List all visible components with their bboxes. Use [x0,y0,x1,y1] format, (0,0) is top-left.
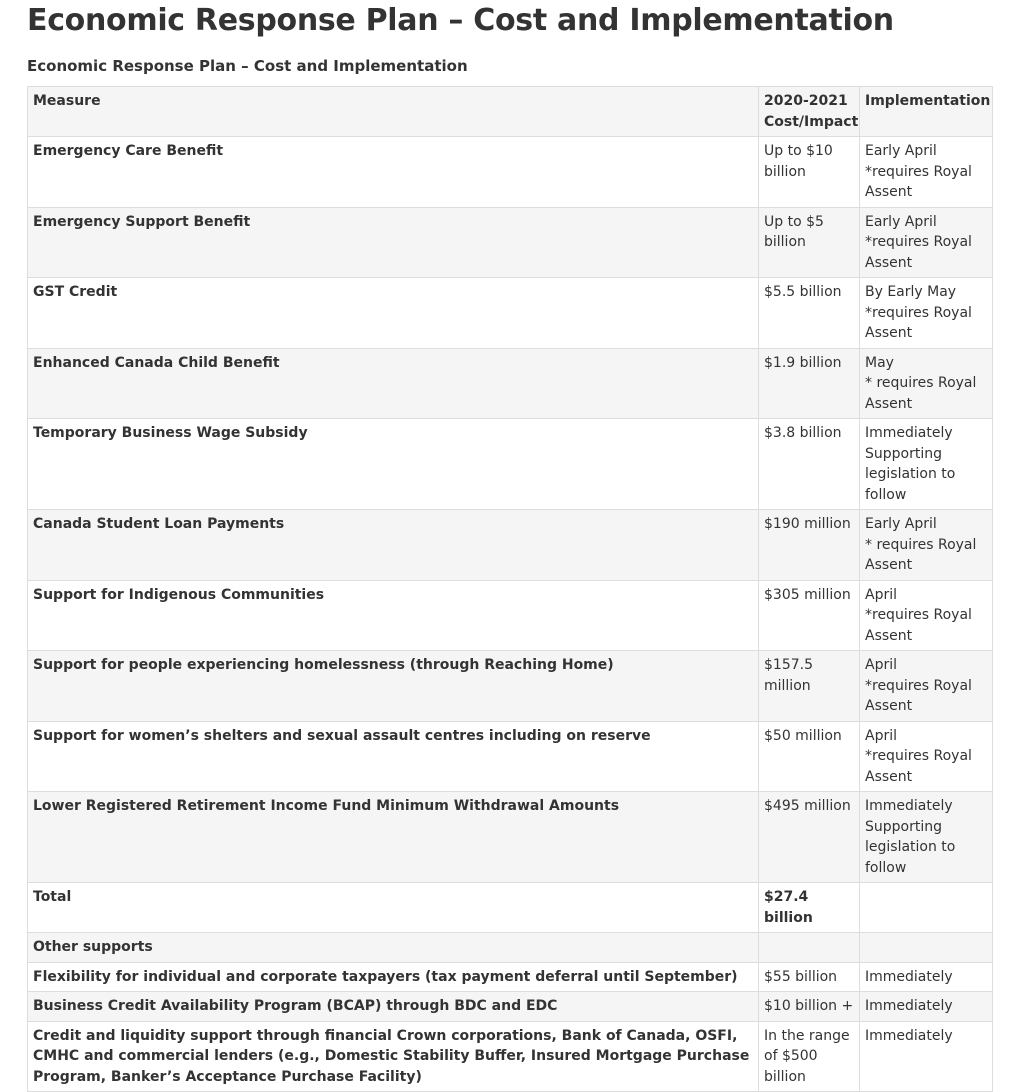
implementation-cell-line: Assent [865,768,913,785]
implementation-cell-line: * requires Royal [865,375,977,391]
cost-cell-line: $10 billion + [764,998,854,1014]
table-row [28,580,993,651]
cost-cell-line: Up to $10 [764,143,833,159]
cost-cell-line: Up to $5 [764,213,824,230]
table-row [28,348,993,419]
implementation-cell-line: Supporting [865,445,942,462]
cost-cell [759,992,860,1022]
implementation-cell [860,510,993,581]
cost-cell [759,348,860,419]
cost-cell-line: $305 million [764,586,851,603]
header-measure: Measure [28,87,759,137]
cost-cell [759,962,860,992]
cost-cell-line: $157.5 [764,657,813,673]
cost-cell [759,207,860,278]
implementation-cell [860,992,993,1022]
measure-cell: Enhanced Canada Child Benefit [28,348,759,419]
cost-cell [759,580,860,651]
cost-cell-line: $3.8 billion [764,425,842,441]
table-caption: Economic Response Plan – Cost and Implementation [27,57,468,75]
cost-cell-line: $50 million [764,727,842,744]
implementation-cell-line: Immediately [865,1027,953,1044]
economic-response-table [27,86,993,1092]
table-row [28,962,993,992]
total-implementation [860,883,993,933]
cost-cell [759,278,860,349]
table-row [28,419,993,510]
cost-cell-line: $495 million [764,798,851,814]
cost-cell-line: of $500 [764,1048,818,1064]
implementation-cell-line: Assent [865,395,913,412]
implementation-cell-line: *requires Royal [865,234,972,250]
table-row [28,137,993,208]
measure-cell: Canada Student Loan Payments [28,510,759,581]
implementation-cell-line: April [865,657,897,673]
empty-cell [759,933,860,963]
cost-cell [759,792,860,883]
header-cost-line2: Cost/Impact [764,113,859,130]
total-label: Total [28,883,759,933]
implementation-cell-line: April [865,727,897,744]
implementation-cell [860,962,993,992]
implementation-cell [860,792,993,883]
implementation-cell-line: Supporting [865,818,942,835]
cost-cell [759,510,860,581]
page-title: Economic Response Plan – Cost and Implementation [27,3,894,38]
implementation-cell-line: Assent [865,325,913,341]
empty-cell [860,933,993,963]
implementation-cell-line: Immediately [865,425,953,441]
table-header-row [28,87,993,137]
table-body [28,137,993,1092]
implementation-cell-line: Assent [865,698,913,714]
table-row [28,1021,993,1092]
header-cost [759,87,860,137]
implementation-cell-line: Immediately [865,998,953,1014]
cost-cell-line: $190 million [764,516,851,532]
other-supports-row [28,933,993,963]
implementation-cell-line: legislation to [865,839,956,855]
cost-cell [759,137,860,208]
implementation-cell-line: *requires Royal [865,163,972,180]
table-row [28,278,993,349]
cost-cell [759,1021,860,1092]
implementation-cell [860,580,993,651]
implementation-cell [860,137,993,208]
implementation-cell-line: By Early May [865,284,957,300]
measure-cell: Support for people experiencing homelessness (through Reaching Home) [28,651,759,722]
implementation-cell-line: Assent [865,627,913,644]
implementation-cell-line: Early April [865,213,937,230]
implementation-cell-line: *requires Royal [865,607,972,623]
implementation-cell-line: Early April [865,516,937,532]
table-row [28,792,993,883]
implementation-cell-line: April [865,586,897,603]
implementation-cell-line: *requires Royal [865,677,972,694]
implementation-cell [860,348,993,419]
implementation-cell-line: Assent [865,184,913,200]
implementation-cell-line: legislation to [865,466,956,482]
measure-cell: Emergency Care Benefit [28,137,759,208]
implementation-cell [860,278,993,349]
implementation-cell [860,419,993,510]
header-cost-line1: 2020-2021 [764,93,848,109]
cost-cell-line: In the range [764,1027,850,1044]
implementation-cell [860,207,993,278]
measure-cell: Flexibility for individual and corporate taxpayers (tax payment deferral until September) [28,962,759,992]
other-supports-label: Other supports [28,933,759,963]
measure-cell: Credit and liquidity support through financial Crown corporations, Bank of Canada, OSFI, CMHC and commercial lenders (e.g., Domestic Stability Buffer, Insured Mortgage Purchase Program, Banker’s Acceptance Purchase Facility) [28,1021,759,1092]
table-row [28,721,993,792]
cost-cell [759,651,860,722]
cost-cell [759,721,860,792]
implementation-cell-line: follow [865,486,907,503]
implementation-cell-line: Immediately [865,968,953,985]
implementation-cell-line: * requires Royal [865,536,977,553]
implementation-cell [860,721,993,792]
measure-cell: Lower Registered Retirement Income Fund Minimum Withdrawal Amounts [28,792,759,883]
implementation-cell-line: *requires Royal [865,304,972,321]
total-row [28,883,993,933]
table-row [28,992,993,1022]
implementation-cell-line: May [865,354,894,371]
implementation-cell-line: Immediately [865,798,953,814]
header-implementation: Implementation [860,87,993,137]
measure-cell: Temporary Business Wage Subsidy [28,419,759,510]
table-row [28,207,993,278]
cost-cell-line: $1.9 billion [764,354,842,371]
implementation-cell-line: *requires Royal [865,748,972,764]
measure-cell: Support for Indigenous Communities [28,580,759,651]
cost-cell-line: billion [764,234,806,250]
implementation-cell-line: Assent [865,557,913,573]
implementation-cell [860,651,993,722]
page-content [27,0,992,1085]
table-row [28,651,993,722]
total-cost: $27.4 billion [759,883,860,933]
cost-cell-line: $55 billion [764,968,838,985]
implementation-cell-line: Early April [865,143,937,159]
cost-cell-line: $5.5 billion [764,284,842,300]
measure-cell: Support for women’s shelters and sexual assault centres including on reserve [28,721,759,792]
implementation-cell [860,1021,993,1092]
implementation-cell-line: Assent [865,254,913,271]
cost-cell-line: million [764,677,811,694]
cost-cell-line: billion [764,1068,806,1085]
implementation-cell-line: follow [865,859,907,876]
cost-cell-line: billion [764,163,806,180]
measure-cell: GST Credit [28,278,759,349]
measure-cell: Business Credit Availability Program (BCAP) through BDC and EDC [28,992,759,1022]
table-row [28,510,993,581]
cost-cell [759,419,860,510]
measure-cell: Emergency Support Benefit [28,207,759,278]
